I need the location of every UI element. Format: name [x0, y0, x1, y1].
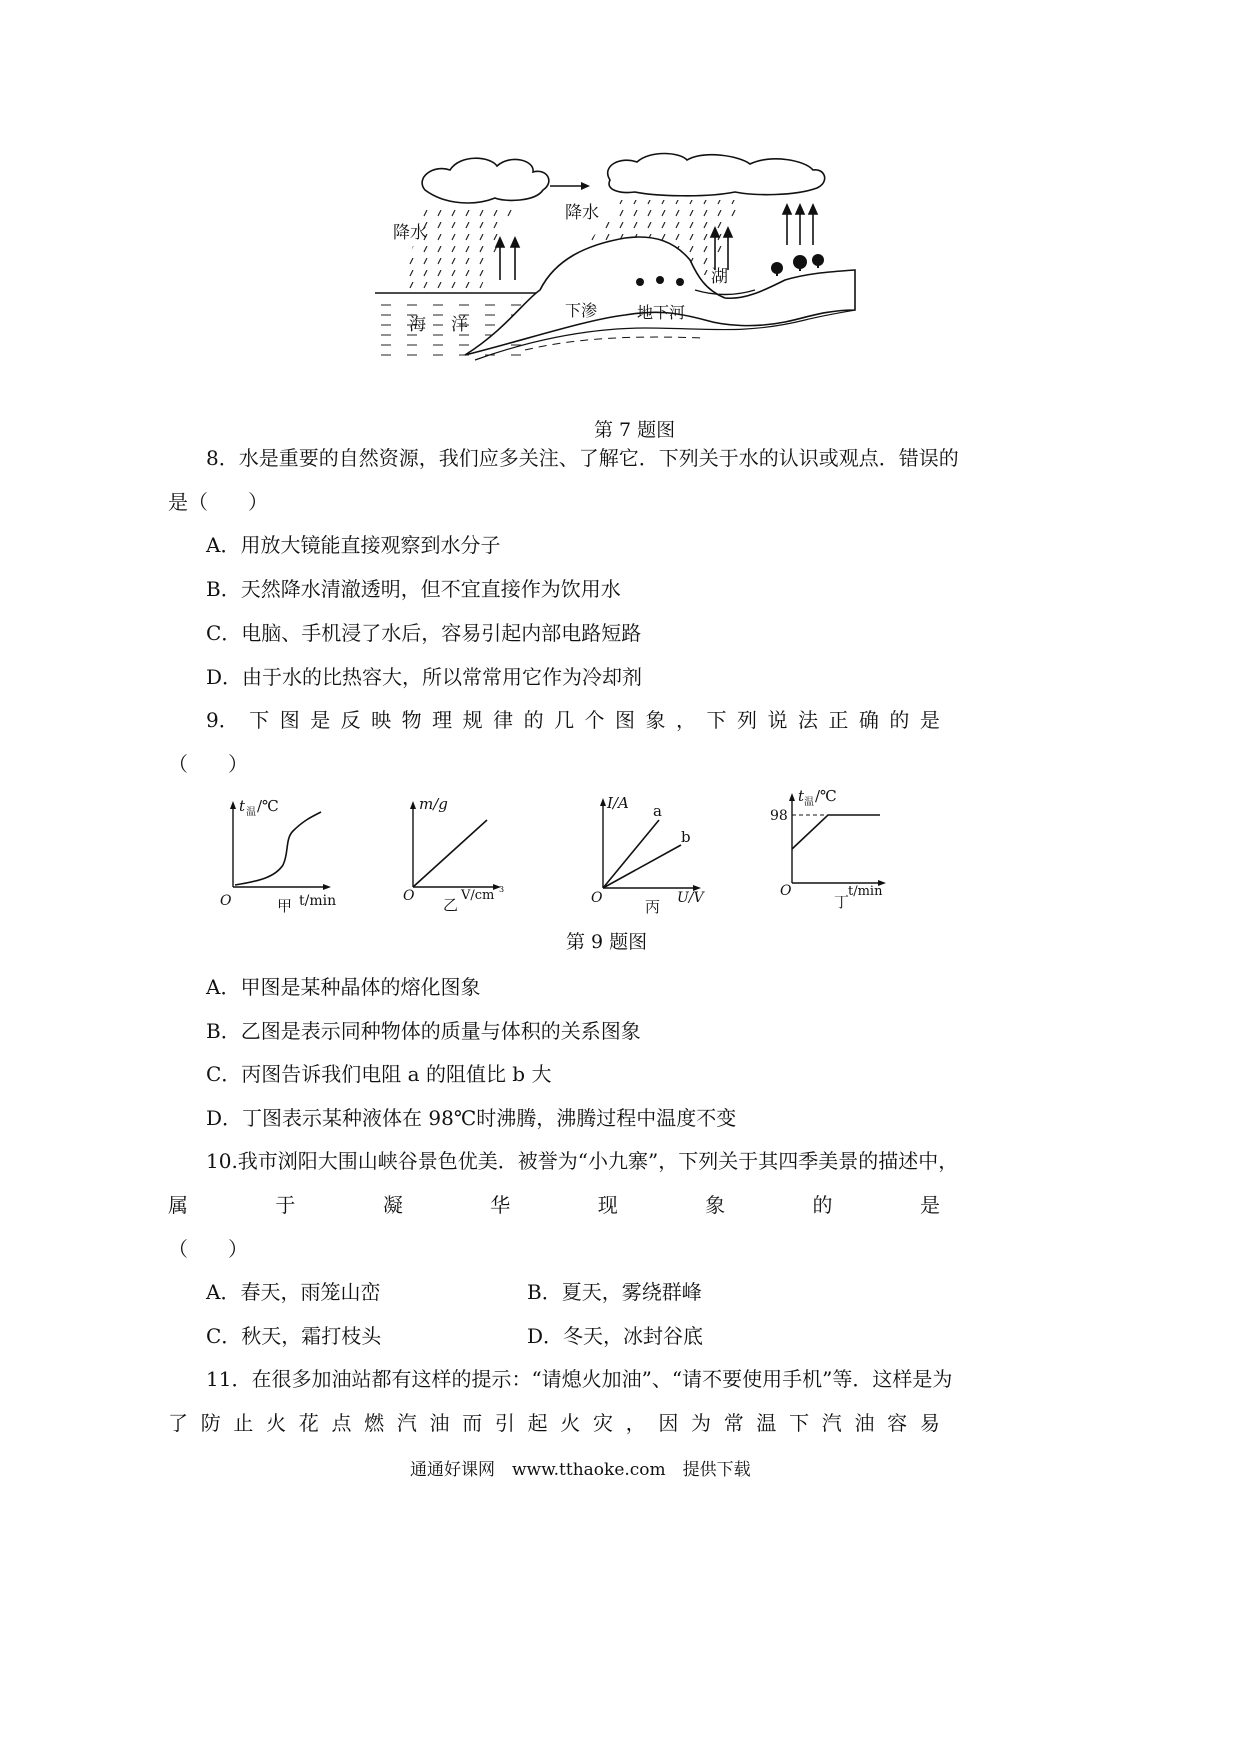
ding-origin: O: [780, 883, 792, 899]
ding-ylabel-unit: /℃: [815, 787, 837, 805]
justified-char: 确: [858, 708, 879, 732]
justified-char: 几: [554, 708, 575, 732]
justified-char: 而: [462, 1411, 483, 1435]
cloud-right: [608, 154, 825, 196]
justified-char: 物: [401, 708, 422, 732]
justified-char: 温: [756, 1411, 777, 1435]
label-ocean-2: 洋: [451, 315, 468, 335]
jia-xlabel: t/min: [299, 893, 337, 909]
justified-char: 说: [767, 708, 788, 732]
justified-char: 于: [275, 1193, 296, 1217]
justified-char: 象: [645, 708, 666, 732]
label-seepage: 下渗: [565, 301, 598, 320]
q9-option-d: D．丁图表示某种液体在 98℃时沸腾，沸腾过程中温度不变: [206, 1106, 737, 1130]
yi-xlabel-sup: 3: [499, 885, 505, 894]
q11-line2: [168, 1410, 940, 1436]
justified-char: 容: [887, 1411, 908, 1435]
ding-xlabel: t/min: [848, 884, 883, 899]
q9-graph-ding: [770, 785, 900, 920]
jia-curve: [235, 812, 321, 885]
q9-paren: （ ）: [168, 752, 248, 776]
ding-tick-98: 98: [770, 808, 788, 824]
justified-char: 了: [168, 1411, 188, 1435]
figure9-caption: 第 9 题图: [566, 931, 648, 953]
justified-char: 油: [429, 1411, 450, 1435]
justified-char: 列: [736, 708, 757, 732]
justified-char: 汽: [396, 1411, 417, 1435]
justified-char: 凝: [382, 1193, 403, 1217]
bing-origin: O: [591, 890, 603, 906]
bing-ylabel: I/A: [607, 794, 629, 812]
q10-paren: （ ）: [168, 1237, 248, 1261]
justified-char: 常: [723, 1411, 744, 1435]
justified-char: 为: [691, 1411, 711, 1435]
justified-char: 华: [490, 1193, 511, 1217]
justified-char: 止: [233, 1411, 254, 1435]
q10-line2: [168, 1192, 940, 1218]
q10-option-c: C．秋天，霜打枝头: [206, 1324, 382, 1348]
justified-char: 汽: [821, 1411, 842, 1435]
q9-graph-jia: [215, 795, 345, 920]
yi-ylabel: m/g: [419, 795, 448, 813]
land-hill: [465, 237, 855, 355]
q9-graph-yi: [395, 795, 515, 920]
bing-label-a: a: [653, 802, 662, 820]
justified-char: 点: [331, 1411, 352, 1435]
jia-ylabel-sub: 温: [246, 807, 256, 818]
jia-origin: O: [220, 893, 232, 909]
ding-curve: [792, 815, 880, 849]
jia-ylabel-t: t: [239, 797, 246, 815]
justified-char: 火: [560, 1411, 581, 1435]
q10-line1: 10.我市浏阳大围山峡谷景色优美．被誉为“小九寨”，下列关于其四季美景的描述中，: [206, 1149, 959, 1173]
label-lake: 湖: [711, 267, 728, 287]
label-underground-river: 地下河: [637, 303, 686, 322]
justified-char: 图: [279, 708, 300, 732]
justified-char: 起: [527, 1411, 548, 1435]
justified-char: 映: [371, 708, 392, 732]
q10-option-b: B．夏天，雾绕群峰: [527, 1280, 702, 1304]
ding-ylabel-sub: 温: [804, 797, 814, 808]
justified-char: 9．: [206, 708, 239, 732]
justified-char: 花: [298, 1411, 319, 1435]
page-footer: 通通好课网 www.tthaoke.com 提供下载: [410, 1460, 751, 1480]
bing-line-a: [603, 820, 659, 888]
jia-name: 甲: [277, 897, 293, 915]
justified-char: ，: [676, 708, 696, 732]
justified-char: 法: [797, 708, 818, 732]
q10-option-a: A．春天，雨笼山峦: [206, 1280, 381, 1304]
justified-char: 下: [249, 708, 270, 732]
q8-line2: 是（ ）: [168, 490, 268, 514]
ding-ylabel-t: t: [798, 787, 805, 805]
q8-option-a: A．用放大镜能直接观察到水分子: [206, 533, 501, 557]
q9-option-c: C．丙图告诉我们电阻 a 的阻值比 b 大: [206, 1062, 552, 1086]
q8-option-d: D．由于水的比热容大，所以常常用它作为冷却剂: [206, 665, 643, 689]
label-rain-right: 降水: [565, 203, 599, 223]
justified-char: 图: [615, 708, 636, 732]
justified-char: 理: [432, 708, 453, 732]
justified-char: 火: [266, 1411, 287, 1435]
justified-char: 象: [705, 1193, 726, 1217]
justified-char: 的: [889, 708, 910, 732]
justified-char: 的: [523, 708, 544, 732]
justified-char: 燃: [364, 1411, 385, 1435]
justified-char: 引: [494, 1411, 515, 1435]
label-rain-left: 降水: [393, 223, 427, 243]
justified-char: 是: [919, 708, 940, 732]
justified-char: 的: [812, 1193, 833, 1217]
water-cycle-figure: [393, 150, 875, 400]
q8-option-c: C．电脑、手机浸了水后，容易引起内部电路短路: [206, 621, 642, 645]
bing-name: 丙: [645, 898, 661, 916]
yi-line: [413, 820, 487, 887]
justified-char: 个: [584, 708, 605, 732]
justified-char: 防: [200, 1411, 221, 1435]
q11-line1: 11．在很多加油站都有这样的提示：“请熄火加油”、“请不要使用手机”等．这样是为: [206, 1367, 953, 1391]
q8-line1: 8．水是重要的自然资源，我们应多关注、了解它．下列关于水的认识或观点．错误的: [206, 446, 959, 470]
justified-char: 现: [597, 1193, 618, 1217]
cloud-left: [422, 158, 549, 203]
justified-char: 油: [854, 1411, 875, 1435]
justified-char: 是: [310, 708, 331, 732]
q9-graph-bing: [585, 790, 715, 920]
jia-ylabel-unit: /℃: [257, 797, 279, 815]
justified-char: ，: [625, 1411, 646, 1435]
label-ocean-1: 海: [409, 315, 426, 335]
q9-option-a: A．甲图是某种晶体的熔化图象: [206, 975, 481, 999]
justified-char: 正: [828, 708, 849, 732]
bing-xlabel: U/V: [677, 890, 704, 906]
yi-xlabel: V/cm: [461, 888, 495, 903]
yi-name: 乙: [443, 896, 459, 914]
bing-label-b: b: [681, 828, 691, 846]
figure7-caption: 第 7 题图: [594, 419, 676, 441]
justified-char: 属: [168, 1193, 188, 1217]
q9-line1: [206, 707, 940, 733]
justified-char: 灾: [592, 1411, 613, 1435]
yi-origin: O: [403, 888, 415, 904]
justified-char: 下: [789, 1411, 810, 1435]
q10-option-d: D．冬天，冰封谷底: [527, 1324, 704, 1348]
justified-char: 规: [462, 708, 483, 732]
justified-char: 反: [340, 708, 361, 732]
justified-char: 易: [919, 1411, 940, 1435]
justified-char: 因: [658, 1411, 679, 1435]
justified-char: 律: [493, 708, 514, 732]
ding-name: 丁: [834, 893, 850, 911]
bing-line-b: [603, 845, 681, 888]
justified-char: 下: [706, 708, 727, 732]
justified-char: 是: [919, 1193, 940, 1217]
q8-option-b: B．天然降水清澈透明，但不宜直接作为饮用水: [206, 577, 621, 601]
q9-option-b: B．乙图是表示同种物体的质量与体积的关系图象: [206, 1019, 641, 1043]
